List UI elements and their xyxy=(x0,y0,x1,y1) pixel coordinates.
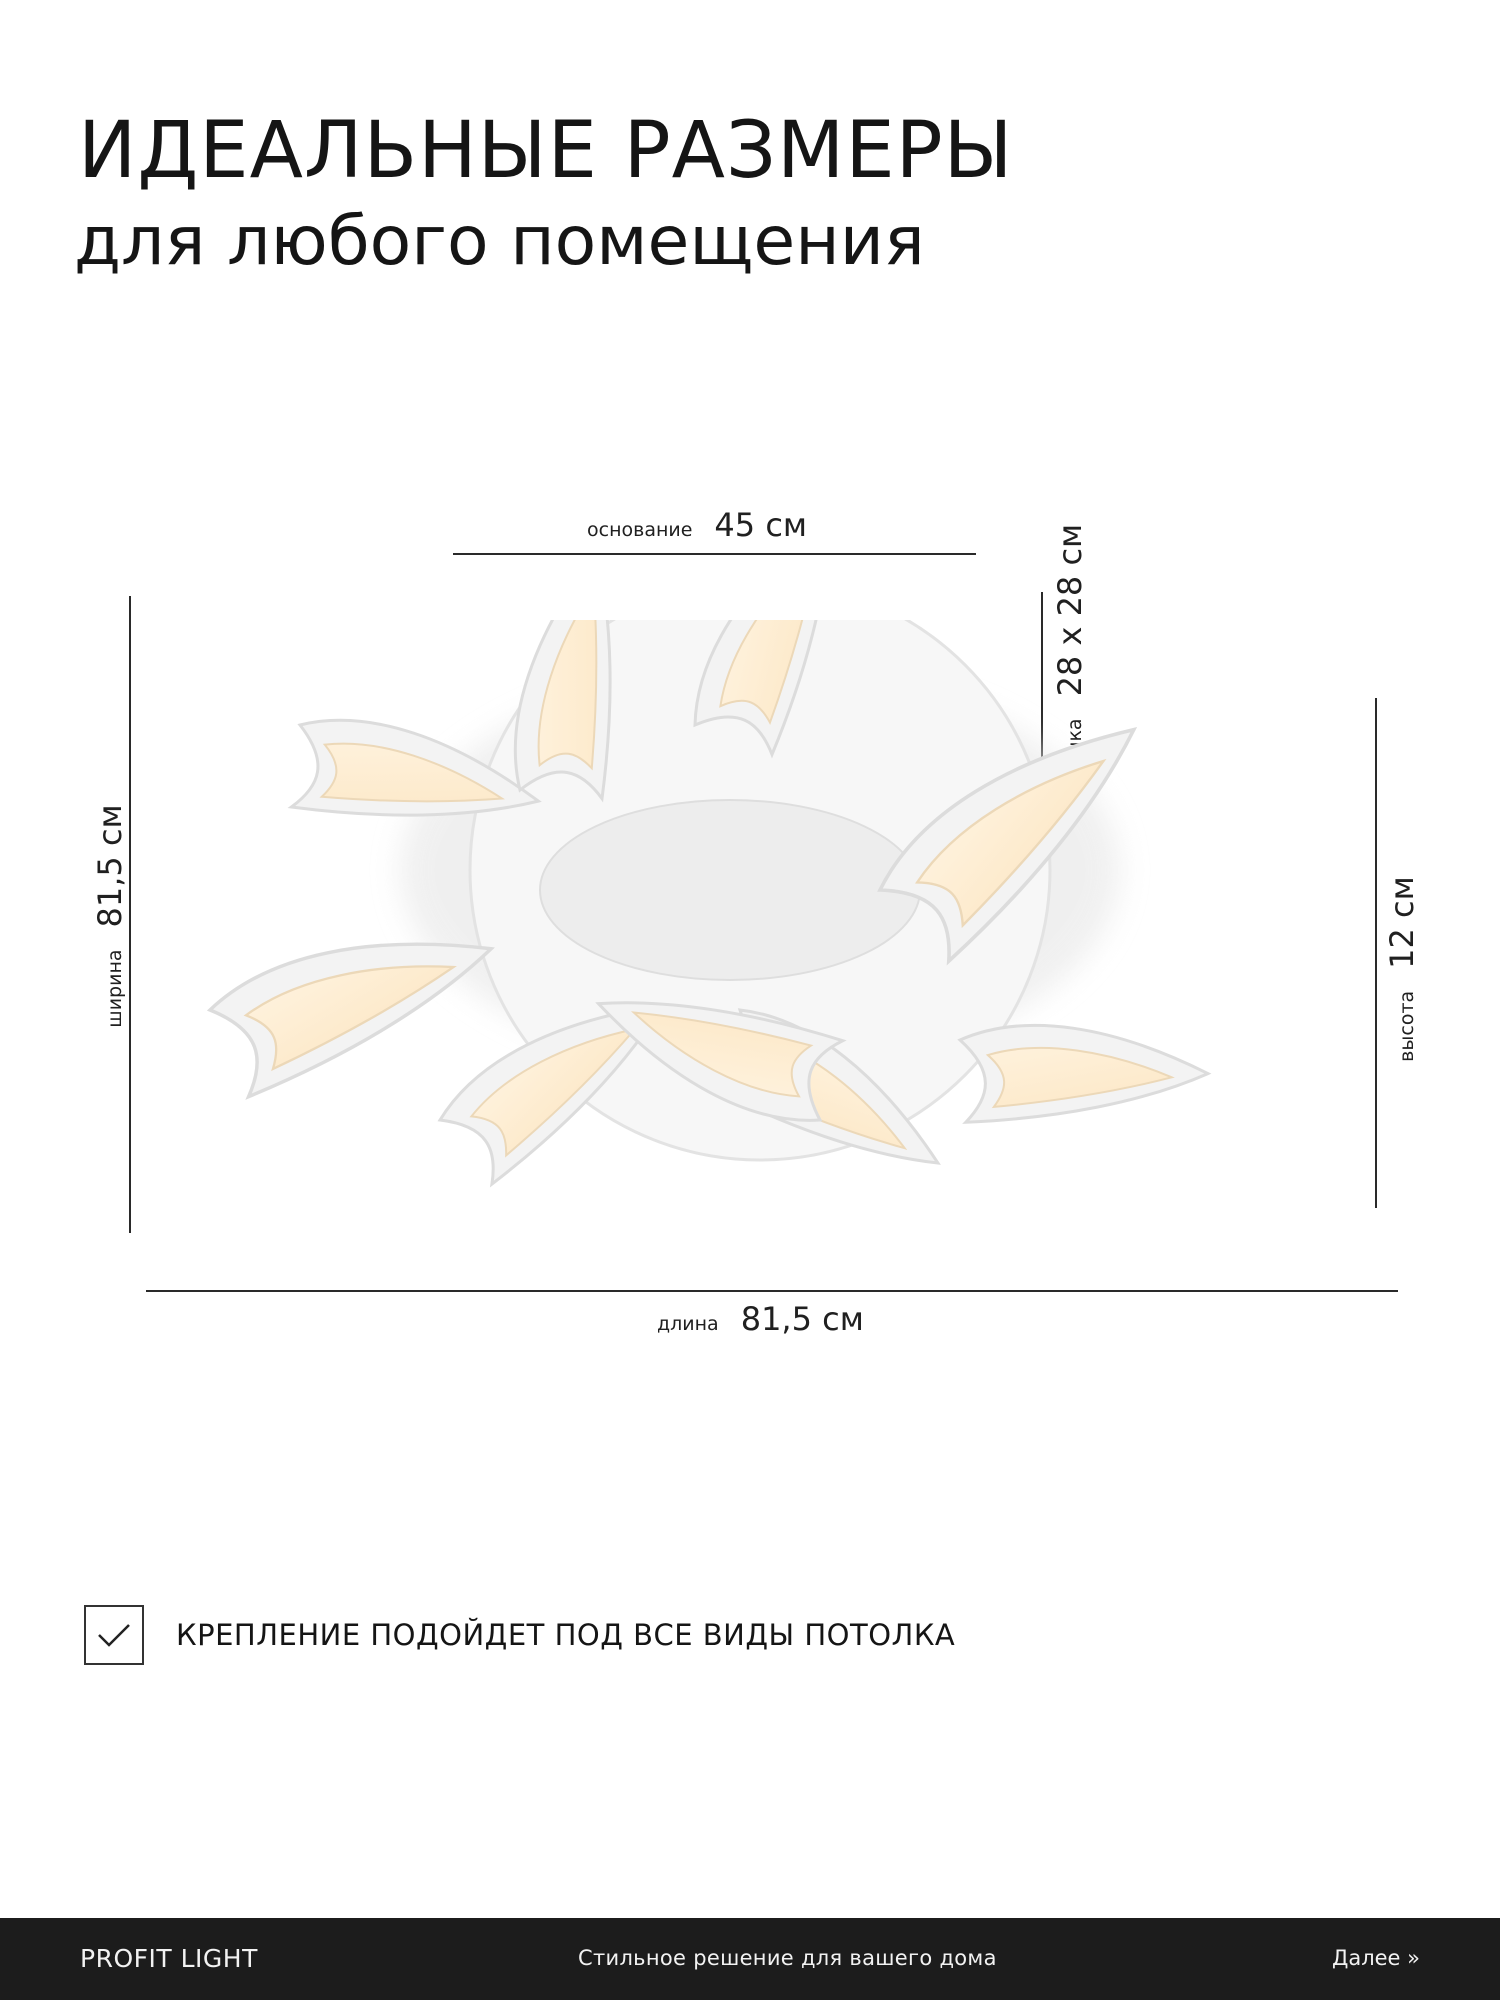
height-dimension-value: 12 см xyxy=(1383,876,1421,969)
page-title: ИДЕАЛЬНЫЕ РАЗМЕРЫ xyxy=(78,106,1014,196)
length-dimension-caption: длина xyxy=(657,1313,719,1335)
height-dimension-label xyxy=(1383,859,1421,1079)
footer-slogan: Стильное решение для вашего дома xyxy=(578,1946,997,1970)
height-dimension-caption: высота xyxy=(1396,990,1418,1062)
length-dimension-line xyxy=(146,1290,1398,1292)
page-subtitle: для любого помещения xyxy=(74,202,925,281)
next-link[interactable]: Далее » xyxy=(1331,1946,1420,1970)
footer-bar xyxy=(0,1918,1500,2000)
base-dimension-label xyxy=(587,506,807,544)
width-dimension-value: 81,5 см xyxy=(91,804,129,928)
length-dimension-value: 81,5 см xyxy=(740,1300,864,1338)
base-dimension-caption: основание xyxy=(587,519,693,541)
feature-note xyxy=(84,1605,955,1665)
feature-checkbox xyxy=(84,1605,144,1665)
width-dimension-label xyxy=(91,791,129,1041)
width-dimension-caption: ширина xyxy=(104,949,126,1028)
chandelier-product-image xyxy=(180,620,1330,1260)
plate-dimension-value: 28 х 28 см xyxy=(1051,523,1089,697)
base-dimension-value: 45 см xyxy=(714,506,808,544)
length-dimension-label xyxy=(657,1300,864,1338)
base-dimension-line xyxy=(453,553,976,555)
height-dimension-line xyxy=(1375,698,1377,1208)
width-dimension-line xyxy=(129,596,131,1233)
brand-name: PROFIT LIGHT xyxy=(80,1944,258,1973)
mounting-plate xyxy=(540,800,920,980)
feature-text: КРЕПЛЕНИЕ ПОДОЙДЕТ ПОД ВСЕ ВИДЫ ПОТОЛКА xyxy=(176,1618,956,1652)
check-icon xyxy=(96,1621,132,1649)
